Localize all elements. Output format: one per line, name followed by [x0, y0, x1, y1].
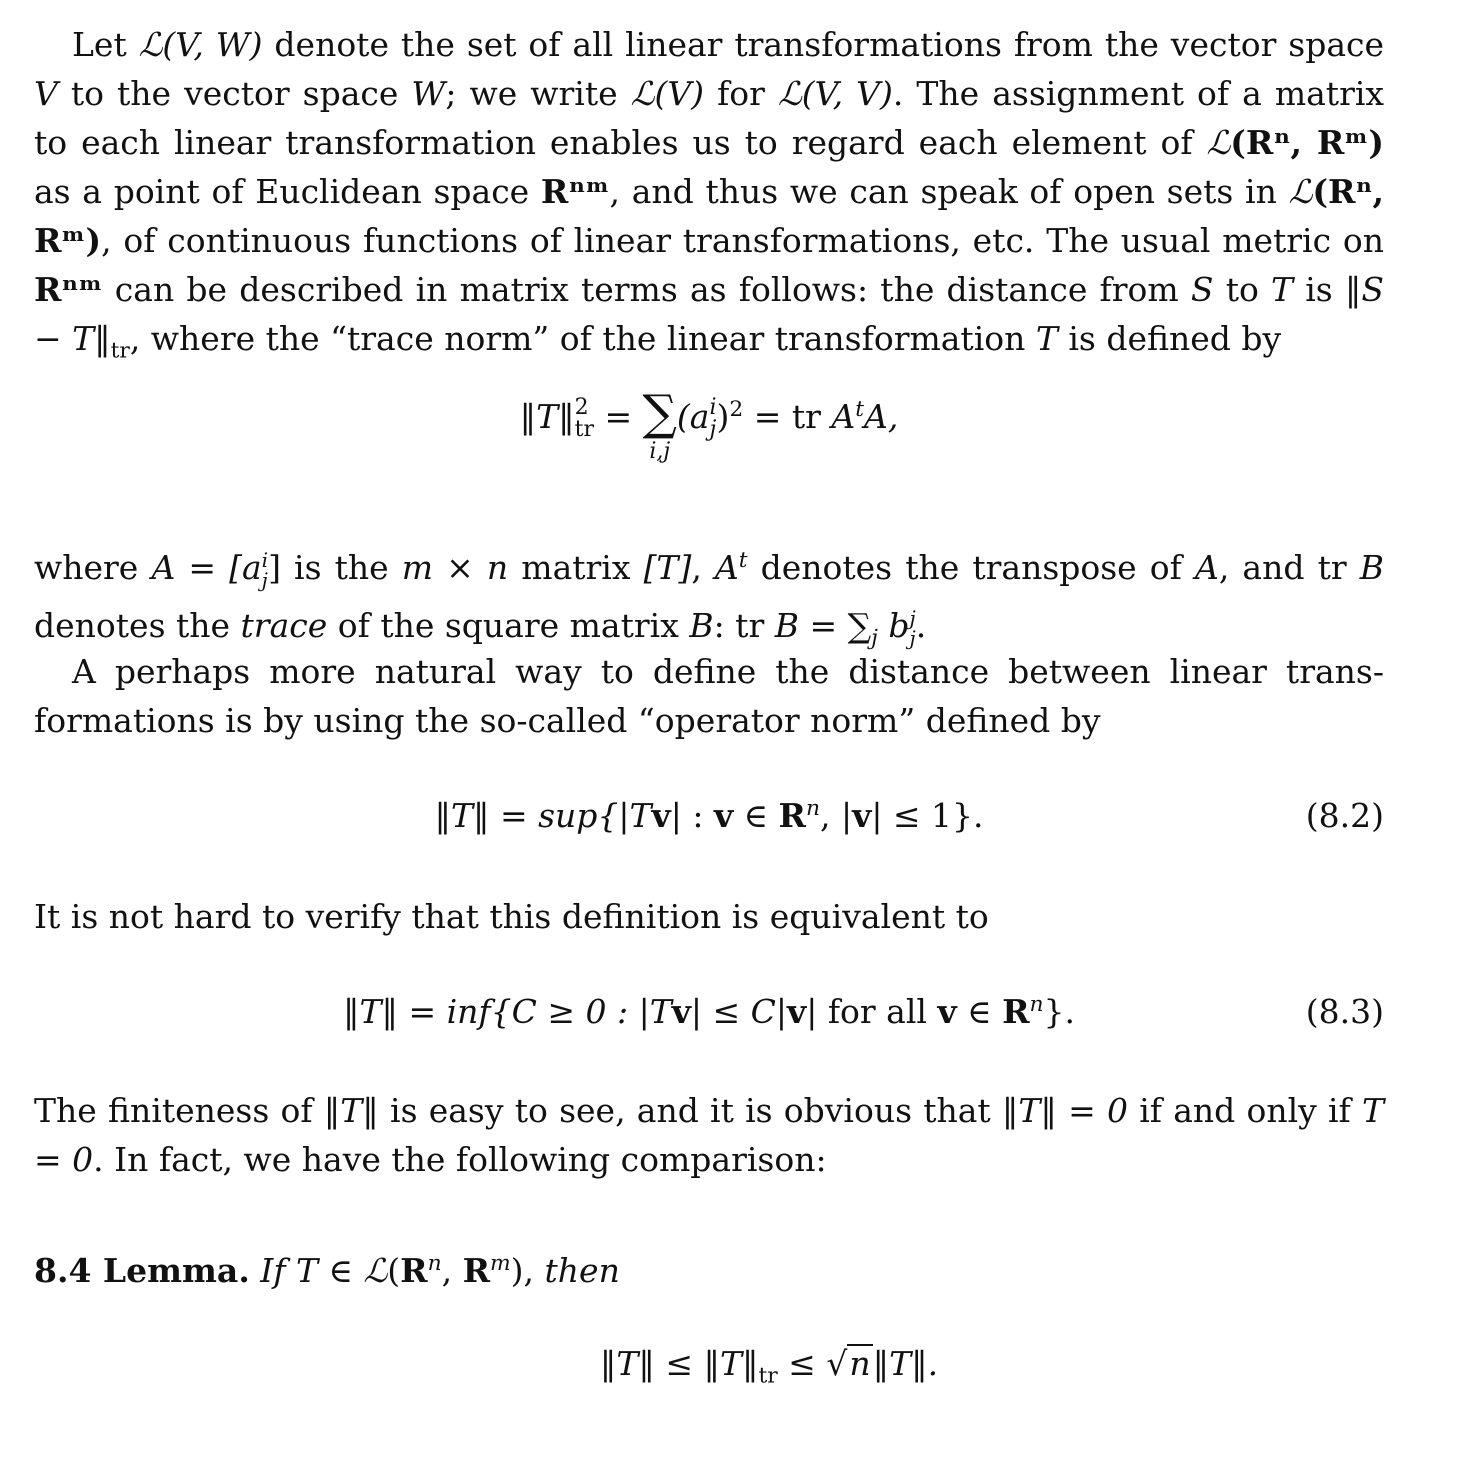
text-run: . The assignment of a matrix to each linear transformation enables us to regard each element of	[34, 74, 1385, 162]
math-run: T	[1035, 319, 1058, 358]
math-run: (a	[676, 397, 710, 436]
superscript: n	[1029, 992, 1044, 1017]
script-l-symbol: ℒ	[138, 25, 163, 64]
math-bold-run: Rⁿᵐ	[540, 172, 610, 211]
subscript: tr	[110, 338, 130, 364]
math-run: (V)	[654, 74, 705, 113]
math-run: ‖T‖ = 0	[1001, 1091, 1128, 1130]
math-run: }.	[1043, 992, 1076, 1031]
text-run: , and tr	[1218, 548, 1360, 587]
text-run: can be described in matrix terms as follows: the distance from	[102, 270, 1191, 309]
text-run: .	[915, 606, 927, 645]
text-run: denote the set of all linear transformations from the vector space	[262, 25, 1384, 64]
text-run: is	[1293, 270, 1345, 309]
subscript: tr	[758, 1363, 778, 1389]
subscript: j	[871, 625, 878, 651]
math-run: ∈	[318, 1251, 364, 1290]
text-run: Let	[72, 25, 139, 64]
text-run: is the	[280, 548, 402, 587]
math-run: B	[689, 606, 714, 645]
math-bold-run: v	[787, 992, 807, 1031]
equation-number: (8.2)	[1305, 796, 1384, 835]
math-bold-run: R	[1002, 992, 1030, 1031]
math-run: ]	[268, 548, 281, 587]
math-run: ∈	[733, 796, 779, 835]
lemma-statement	[34, 1246, 1384, 1295]
math-run: ‖S − T‖	[34, 270, 1385, 358]
math-bold-run: Rⁿᵐ	[34, 270, 103, 309]
paragraph-where-a	[34, 539, 1384, 655]
math-run: =	[594, 397, 643, 436]
text-run: denotes the transpose of	[747, 548, 1195, 587]
text-run: is defined by	[1057, 319, 1282, 358]
math-run: ‖T‖ ≤ ‖T‖	[599, 1344, 759, 1383]
math-run: T	[1271, 270, 1294, 309]
math-bold-run: (Rⁿ, Rᵐ)	[34, 172, 1384, 260]
equation-8-3	[34, 987, 1384, 1036]
math-bold-run: v	[852, 796, 872, 835]
math-run: ‖T‖	[519, 397, 575, 436]
math-run: = tr	[743, 397, 832, 436]
math-bold-run: v	[671, 992, 691, 1031]
math-bold-run: R	[400, 1251, 428, 1290]
script-l-symbol: ℒ	[363, 1251, 388, 1290]
text-run: if and only if	[1128, 1091, 1362, 1130]
math-run: W	[411, 74, 446, 113]
superscript: m	[490, 1251, 511, 1276]
math-run: ‖T‖ = inf{C ≥ 0 : |T	[342, 992, 672, 1031]
sqrt-symbol: √	[826, 1344, 848, 1383]
sigma-symbol: ∑	[642, 385, 677, 441]
math-run: | ≤ C|	[690, 992, 788, 1031]
text-run: as a point of Euclidean space	[34, 172, 541, 211]
subscript: j	[261, 568, 268, 592]
subscript: tr	[574, 417, 595, 442]
math-run: = ∑	[798, 606, 872, 645]
math-run: ≤	[777, 1344, 827, 1383]
math-bold-run: v	[713, 796, 734, 835]
text-run: where	[34, 548, 152, 587]
sqrt-argument: n	[849, 1344, 871, 1383]
math-run: ),	[510, 1251, 545, 1290]
math-run: | for all	[806, 992, 938, 1031]
superscript: j	[909, 606, 916, 630]
math-bold-run: (Rⁿ, Rᵐ)	[1230, 123, 1384, 162]
math-run: ∈	[956, 992, 1003, 1031]
script-l-symbol: ℒ	[630, 74, 655, 113]
equation-8-2	[34, 791, 1384, 840]
math-run: ‖T‖.	[872, 1344, 939, 1383]
superscript: i	[709, 395, 717, 420]
text-run: , where the “trace norm” of the linear transformation	[129, 319, 1036, 358]
text-run: , of continuous functions of linear transformations, etc. The usual metric on	[101, 221, 1384, 260]
superscript: n	[805, 796, 821, 821]
paragraph-operator-norm	[34, 647, 1384, 745]
equation-trace-norm	[34, 385, 1384, 501]
math-run: ‖T‖ = sup{|T	[434, 796, 652, 835]
emphasis: trace	[240, 606, 328, 645]
sum-limits: i,j	[649, 439, 671, 464]
text-run: of the square matrix	[327, 606, 690, 645]
superscript: n	[427, 1251, 442, 1276]
paragraph-linear-transformations	[34, 20, 1384, 363]
math-bold-run: v	[651, 796, 671, 835]
text-run: : tr	[713, 606, 775, 645]
lemma-heading: 8.4 Lemma.	[34, 1251, 250, 1290]
math-run: (V, W)	[162, 25, 263, 64]
math-run: | ≤ 1}.	[871, 796, 984, 835]
text-run: . In fact, we have the following comparison:	[93, 1140, 827, 1179]
script-l-symbol: ℒ	[777, 74, 802, 113]
math-run: T = 0	[34, 1091, 1385, 1179]
text-run: The finiteness of	[34, 1091, 324, 1130]
script-l-symbol: ℒ	[1288, 172, 1313, 211]
text-run: is easy to see, and it is obvious that	[378, 1091, 1002, 1130]
text-run: A perhaps more natural way to define the distance between linear transformations is by using the so-called “operator norm” defined by	[34, 652, 1384, 740]
paragraph-finiteness	[34, 1086, 1384, 1184]
summation	[642, 385, 677, 464]
text-run: ; we write	[445, 74, 631, 113]
equation-number: (8.3)	[1305, 992, 1384, 1031]
text-run: to	[1213, 270, 1272, 309]
math-run: B	[774, 606, 799, 645]
math-run: A,	[864, 397, 899, 436]
text-run: for	[704, 74, 778, 113]
text-run: ,	[691, 548, 715, 587]
math-run: (	[387, 1251, 401, 1290]
math-run: , |	[820, 796, 853, 835]
text-run: matrix	[508, 548, 644, 587]
superscript: i	[261, 548, 269, 572]
superscript: t	[855, 397, 865, 422]
subscript: j	[709, 417, 717, 442]
math-run: V	[34, 74, 58, 113]
text-run: to the vector space	[57, 74, 412, 113]
math-run: ,	[441, 1251, 463, 1290]
math-run: B	[1359, 548, 1384, 587]
math-run: A = [a	[151, 548, 262, 587]
math-run: A	[1195, 548, 1219, 587]
math-run: m × n	[401, 548, 509, 587]
math-run: )	[716, 397, 730, 436]
text-run: It is not hard to verify that this definition is equivalent to	[34, 897, 989, 936]
superscript: 2	[729, 397, 744, 422]
text-run: denotes the	[34, 606, 241, 645]
math-bold-run: v	[937, 992, 957, 1031]
subscript: j	[909, 626, 916, 650]
math-run: [T]	[643, 548, 692, 587]
equation-lemma	[34, 1339, 1384, 1388]
math-run: S	[1190, 270, 1214, 309]
math-run: (V, V)	[801, 74, 893, 113]
text-run: If	[249, 1251, 297, 1290]
math-run: ‖T‖	[323, 1091, 379, 1130]
text-run: , and thus we can speak of open sets in	[609, 172, 1289, 211]
script-l-symbol: ℒ	[1206, 123, 1231, 162]
text-run: then	[544, 1251, 620, 1290]
superscript: 2	[574, 395, 589, 420]
math-run: T	[296, 1251, 319, 1290]
math-run: b	[877, 606, 910, 645]
superscript: t	[738, 548, 748, 573]
math-run: A	[831, 397, 856, 436]
math-run: | :	[670, 796, 714, 835]
page	[34, 14, 1384, 1388]
math-bold-run: R	[462, 1251, 491, 1290]
math-run: A	[714, 548, 739, 587]
math-bold-run: R	[778, 796, 806, 835]
paragraph-equivalent	[34, 892, 1384, 941]
